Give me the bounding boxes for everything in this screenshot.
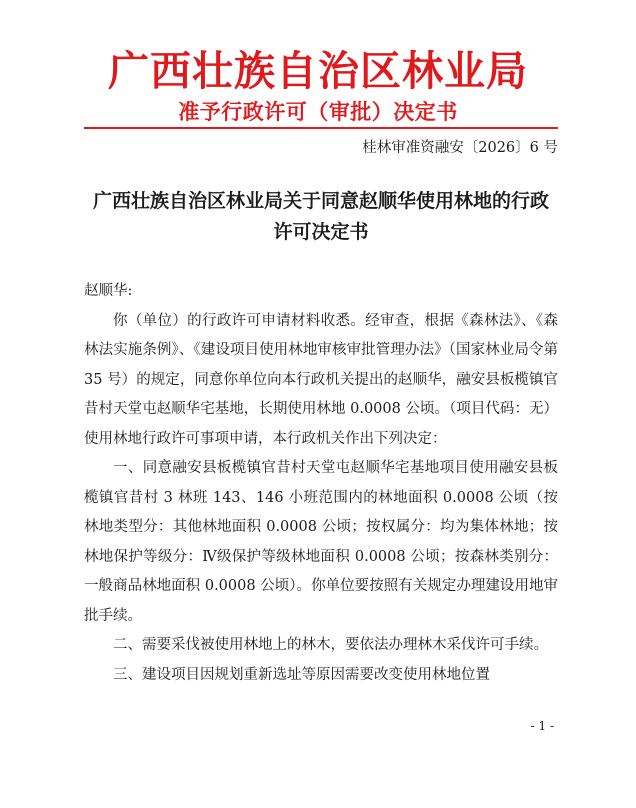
paragraph-application: 你（单位）的行政许可申请材料收悉。经审查，根据《森林法》、《森林法实施条例》、《建设项目使用林地审核审批管理办法》（国家林业局令第 35 号）的规定，同意你单位向本行政机关提出的赵顺华，融安县板榄镇官昔村天堂屯赵顺华宅基地，长期使用林地 0.0008 公顷。（项目代码：无）使用林地行政许可事项申请，本行政机关作出下列决定： [84,312,558,447]
paragraph-decision-3: 三、建设项目因规划重新选址等原因需要改变使用林地位置 [113,666,490,683]
paragraph-decision-2: 二、需要采伐被使用林地上的林木，要依法办理林木采伐许可手续。 [113,637,548,653]
document-number: 桂林审准资融安〔2026〕6 号 [362,140,558,156]
page-number: - 1 - [530,719,554,733]
paragraph-decision-1: 一、同意融安县板榄镇官昔村天堂屯赵顺华宅基地项目使用融安县板榄镇官昔村 3 林班 143、146 小班范围内的林地面积 0.0008 公顷（按林地类型分：其他林地面积 0.0008 公顷；按权属分：均为集体林地；按林地保护等级分：Ⅳ级保护等级林地面积 0.0008 公顷；按森林类别分：一般商品林地面积 0.0008 公顷）。你单位要按照有关规定办理建设用地审批手续。 [84,460,558,624]
agency-name: 广西壮族自治区林业局 [108,47,528,95]
document-body [84,277,558,690]
salutation: 赵顺华: [84,283,133,299]
document-title: 广西壮族自治区林业局关于同意赵顺华使用林地的行政许可决定书 [92,190,549,243]
red-divider [84,127,558,129]
document-type: 准予行政许可（审批）决定书 [178,99,458,124]
